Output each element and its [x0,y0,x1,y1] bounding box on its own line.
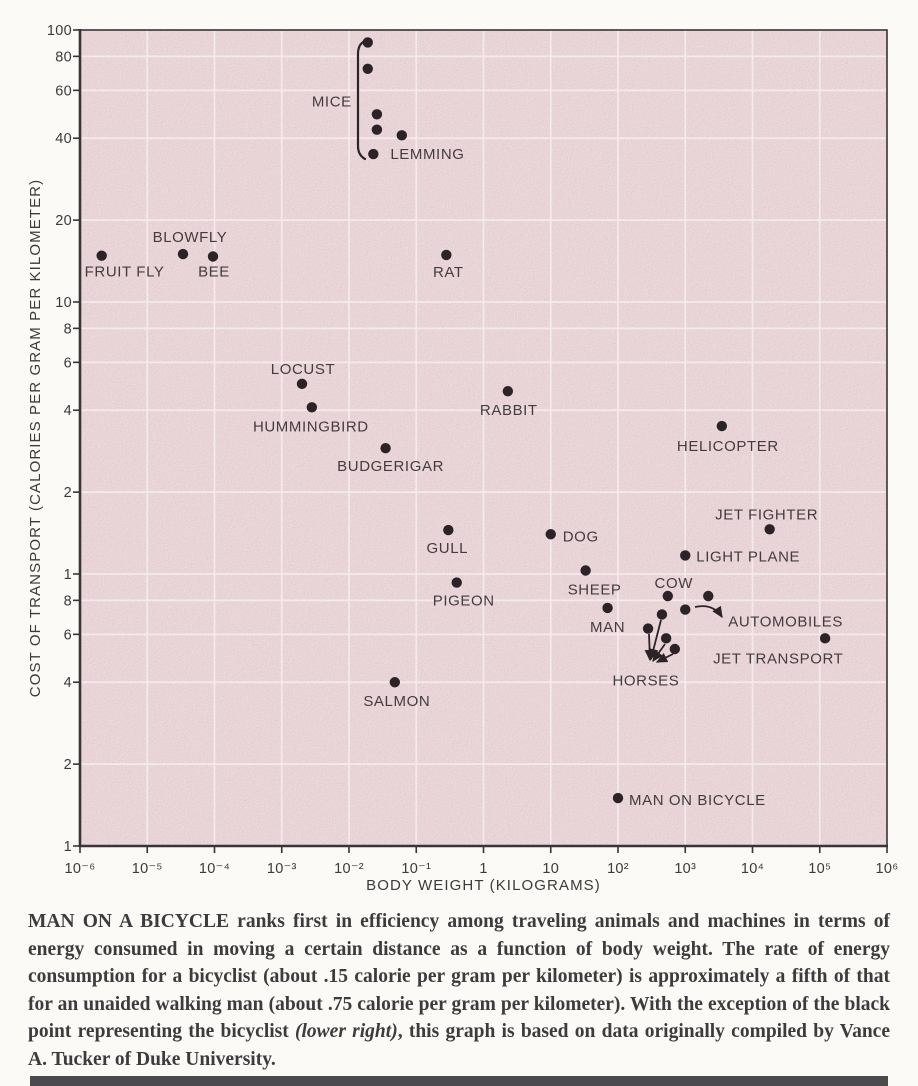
data-point-cow [663,591,673,601]
data-point-blowfly [178,249,188,259]
data-point-mice [397,130,407,140]
data-point-horses [657,609,667,619]
data-label-gull: GULL [426,540,469,558]
data-label-locust: LOCUST [270,360,336,378]
y-tick-label: 60 [55,83,72,100]
data-point-mice [363,37,373,47]
x-tick-label: 10⁻² [334,861,364,877]
data-label-fruit-fly: FRUIT FLY [84,263,165,281]
y-tick-label: 20 [55,213,72,230]
y-tick-label: 1 [63,567,72,583]
data-point-fruit-fly [96,250,106,260]
data-point-automobiles [680,604,690,614]
data-label-cow: COW [654,575,694,593]
data-point-horses [670,644,680,654]
data-point-salmon [390,677,400,687]
x-tick-label: 10⁴ [740,861,765,877]
data-point-man-on-bicycle [613,793,623,803]
data-label-sheep: SHEEP [567,581,622,599]
data-point-bee [208,251,218,261]
y-tick-label: 6 [63,627,72,644]
data-label-pigeon: PIGEON [432,592,495,610]
y-tick-label: 8 [63,321,72,338]
y-tick-label: 80 [55,49,72,66]
x-tick-label: 10⁻³ [266,861,297,877]
data-point-mice [372,124,382,134]
x-tick-label: 10³ [674,861,697,877]
data-label-man: MAN [590,618,626,636]
data-label-salmon: SALMON [363,693,431,711]
y-tick-label: 8 [63,593,72,610]
data-label-bee: BEE [198,263,230,281]
data-label-man-on-bicycle: MAN ON BICYCLE [629,792,766,810]
caption-segment: MAN ON A BICYCLE ranks first in efficiency among traveling animals and machines in terms of energy consumed in moving a certain distance as a function of body weight. The rate of energy consumption for a bicyclist (about .15 calorie per gram per kilometer) is approximately a fifth of that for an unaided walking man (about .75 calorie per gram per kilometer). With the exception of the black point representing the bicyclist [28,911,890,1043]
y-tick-label: 40 [55,131,72,148]
data-point-light-plane [680,550,690,560]
data-point-man [602,603,612,613]
data-point-sheep [580,565,590,575]
x-tick-label: 10 [542,861,560,877]
y-tick-label: 6 [63,355,72,372]
data-point-horses [643,623,653,633]
data-label-budgerigar: BUDGERIGAR [337,458,445,476]
y-tick-label: 4 [63,403,72,420]
y-tick-label: 2 [63,757,72,774]
x-tick-label: 10⁵ [808,861,832,877]
x-tick-label: 10⁶ [875,861,899,877]
data-point-jet-fighter [764,524,774,534]
caption-segment: (lower right) [295,1021,398,1043]
data-point-pigeon [452,577,462,587]
data-point-rat [441,250,451,260]
data-point-mice [372,109,382,119]
data-point-locust [297,379,307,389]
x-axis-title: BODY WEIGHT (KILOGRAMS) [366,877,601,894]
data-point-automobiles [703,591,713,601]
data-point-helicopter [717,421,727,431]
y-tick-label: 10 [55,295,72,311]
y-tick-label: 100 [46,23,72,39]
data-point-horses [661,633,671,643]
data-label-rabbit: RABBIT [479,402,538,420]
horses-arrow [649,634,650,660]
data-label-mice: MICE [311,93,352,111]
next-figure-partial-bar [30,1076,888,1086]
data-label-lemming: LEMMING [390,146,465,164]
data-point-budgerigar [380,443,390,453]
data-label-blowfly: BLOWFLY [152,229,228,247]
x-tick-label: 10² [607,861,629,877]
data-point-mice [363,64,373,74]
x-tick-label: 10⁻⁵ [131,861,163,877]
x-tick-label: 10⁻¹ [401,861,432,877]
x-tick-label: 10⁻⁴ [198,861,231,877]
figure-caption [28,908,890,1074]
data-point-lemming [368,149,378,159]
data-point-jet-transport [820,633,830,643]
data-label-horses: HORSES [612,672,680,690]
y-tick-label: 4 [63,675,72,692]
y-axis-title: COST OF TRANSPORT (CALORIES PER GRAM PER KILOMETER) [27,178,44,698]
data-point-rabbit [503,386,513,396]
data-label-helicopter: HELICOPTER [676,438,779,456]
data-point-gull [443,525,453,535]
x-tick-label: 10⁻⁶ [64,861,96,877]
caption-segment: , this graph is based on data originally compiled by Vance A. Tucker of Duke University. [28,1021,890,1070]
y-tick-label: 2 [63,485,72,502]
data-label-light-plane: LIGHT PLANE [696,548,801,566]
y-tick-label: 1 [63,839,72,855]
x-tick-label: 1 [479,861,488,877]
data-label-jet-fighter: JET FIGHTER [715,506,819,524]
data-label-dog: DOG [562,528,599,546]
data-label-hummingbird: HUMMINGBIRD [252,418,369,436]
data-label-rat: RAT [432,263,464,281]
data-point-hummingbird [307,402,317,412]
data-label-automobiles: AUTOMOBILES [728,613,843,631]
data-point-dog [546,529,556,539]
data-label-jet-transport: JET TRANSPORT [713,650,844,668]
